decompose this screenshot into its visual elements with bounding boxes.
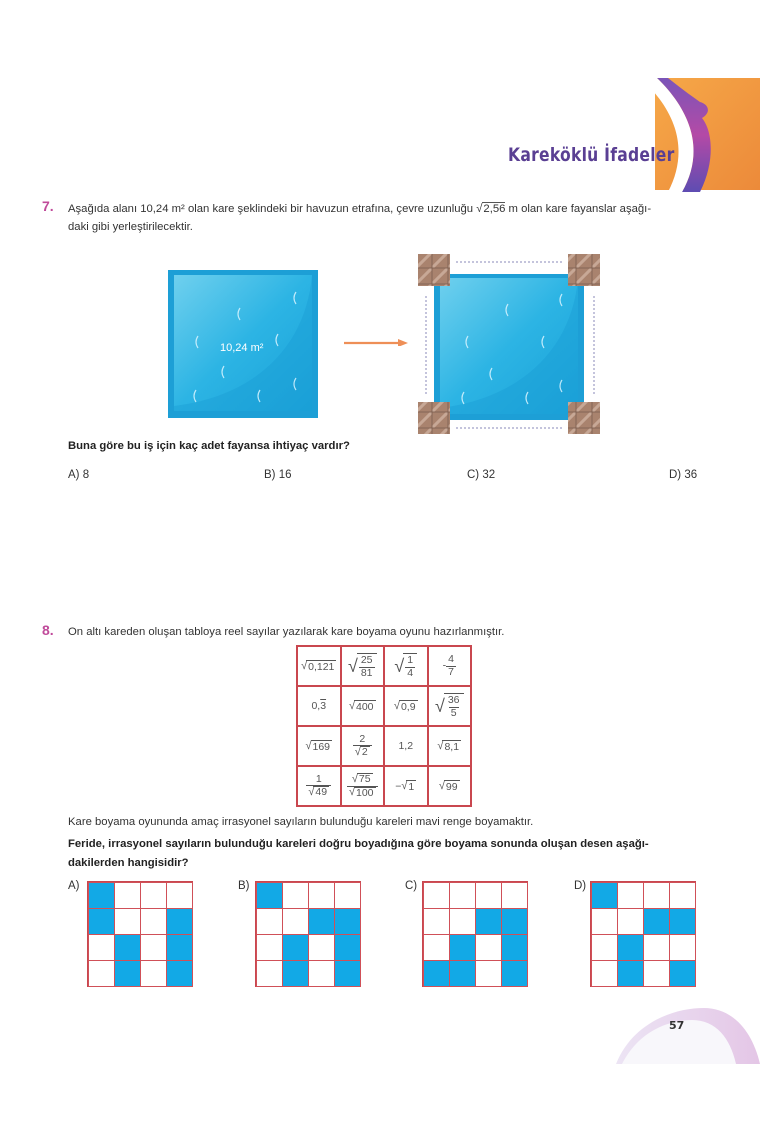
table-cell: √ $\frac{36}{5}$ xyxy=(428,686,472,726)
q8-option-label[interactable]: C) xyxy=(405,880,418,892)
number-table xyxy=(296,645,472,807)
grid-cell-filled xyxy=(334,934,361,961)
grid-cell-empty xyxy=(256,960,283,987)
q8-option-grid-d[interactable] xyxy=(590,881,696,987)
grid-cell-filled xyxy=(114,934,141,961)
grid-cell-empty xyxy=(617,908,644,935)
chapter-title: Kareköklü İfadeler xyxy=(508,144,675,166)
grid-cell-empty xyxy=(591,960,618,987)
question-7-text xyxy=(68,200,728,236)
table-cell: 1,2 xyxy=(384,726,428,766)
grid-cell-filled xyxy=(88,882,115,909)
table-cell: √ 75 √ 100 xyxy=(341,766,385,806)
q7-option-c[interactable]: C) 32 xyxy=(467,469,496,481)
grid-cell-empty xyxy=(591,934,618,961)
grid-cell-filled xyxy=(166,908,193,935)
right-arrow-icon xyxy=(344,338,408,346)
grid-cell-empty xyxy=(334,882,361,909)
grid-cell-filled xyxy=(501,934,528,961)
grid-cell-filled xyxy=(643,908,670,935)
grid-cell-empty xyxy=(423,882,450,909)
grid-cell-empty xyxy=(282,882,309,909)
grid-cell-empty xyxy=(669,882,696,909)
q8-option-label[interactable]: B) xyxy=(238,880,250,892)
grid-cell-filled xyxy=(282,934,309,961)
q7-option-a[interactable]: A) 8 xyxy=(68,469,90,481)
table-cell: − √ 1 xyxy=(384,766,428,806)
grid-cell-empty xyxy=(256,934,283,961)
grid-cell-empty xyxy=(423,934,450,961)
grid-cell-filled xyxy=(591,882,618,909)
grid-cell-empty xyxy=(140,882,167,909)
grid-cell-empty xyxy=(114,882,141,909)
pool-area-label: 10,24 m² xyxy=(220,342,264,354)
grid-cell-filled xyxy=(114,960,141,987)
table-cell: √ 0,121 xyxy=(297,646,341,686)
grid-cell-empty xyxy=(114,908,141,935)
grid-cell-filled xyxy=(617,934,644,961)
question-8-number: 8. xyxy=(42,622,54,638)
grid-cell-filled xyxy=(449,960,476,987)
grid-cell-filled xyxy=(334,960,361,987)
grid-cell-empty xyxy=(643,960,670,987)
table-cell: √ 99 xyxy=(428,766,472,806)
grid-cell-filled xyxy=(256,882,283,909)
grid-cell-empty xyxy=(308,882,335,909)
table-cell: 1 √ 49 xyxy=(297,766,341,806)
grid-cell-empty xyxy=(591,908,618,935)
q8-option-grid-c[interactable] xyxy=(422,881,528,987)
grid-cell-empty xyxy=(643,934,670,961)
grid-cell-filled xyxy=(475,908,502,935)
grid-cell-empty xyxy=(88,934,115,961)
table-cell: √ 400 xyxy=(341,686,385,726)
q8-option-grid-a[interactable] xyxy=(87,881,193,987)
grid-cell-empty xyxy=(449,882,476,909)
grid-cell-filled xyxy=(501,908,528,935)
chapter-header-graphic xyxy=(0,0,760,200)
q8-option-label[interactable]: A) xyxy=(68,880,80,892)
grid-cell-filled xyxy=(449,934,476,961)
grid-cell-empty xyxy=(282,908,309,935)
grid-cell-empty xyxy=(308,934,335,961)
grid-cell-empty xyxy=(449,908,476,935)
question-7-prompt: Buna göre bu iş için kaç adet fayansa ihtiyaç vardır? xyxy=(68,440,350,452)
q7-option-d[interactable]: D) 36 xyxy=(669,469,698,481)
grid-cell-empty xyxy=(256,908,283,935)
grid-cell-filled xyxy=(166,960,193,987)
grid-cell-empty xyxy=(140,934,167,961)
grid-cell-filled xyxy=(669,908,696,935)
grid-cell-empty xyxy=(166,882,193,909)
page-number: 57 xyxy=(669,1019,685,1032)
grid-cell-filled xyxy=(669,960,696,987)
grid-cell-empty xyxy=(669,934,696,961)
grid-cell-filled xyxy=(334,908,361,935)
grid-cell-filled xyxy=(423,960,450,987)
question-7-line-1: Aşağıda alanı 10,24 m² olan kare şeklindeki bir havuzun etrafına, çevre uzunluğu √2,56 m olan kare fayanslar aşağı- xyxy=(68,203,652,215)
grid-cell-empty xyxy=(423,908,450,935)
pool-with-tiles-illustration xyxy=(416,252,604,438)
grid-cell-filled xyxy=(501,960,528,987)
q8-option-label[interactable]: D) xyxy=(574,880,587,892)
table-row xyxy=(297,686,471,726)
grid-cell-filled xyxy=(166,934,193,961)
q8-option-grid-b[interactable] xyxy=(255,881,361,987)
grid-cell-filled xyxy=(282,960,309,987)
grid-cell-empty xyxy=(617,882,644,909)
grid-cell-empty xyxy=(643,882,670,909)
grid-cell-filled xyxy=(617,960,644,987)
grid-cell-empty xyxy=(501,882,528,909)
table-cell: √ 8,1 xyxy=(428,726,472,766)
table-cell: √ $\frac{1}{4}$ xyxy=(384,646,428,686)
question-8-intro: On altı kareden oluşan tabloya reel sayılar yazılarak kare boyama oyunu hazırlanmıştır. xyxy=(68,626,505,638)
grid-cell-empty xyxy=(140,960,167,987)
question-7-line-2: daki gibi yerleştirilecektir. xyxy=(68,221,193,233)
table-cell: √ $\frac{25}{81}$ xyxy=(341,646,385,686)
grid-cell-filled xyxy=(88,908,115,935)
grid-cell-empty xyxy=(140,908,167,935)
table-row xyxy=(297,646,471,686)
grid-cell-empty xyxy=(475,960,502,987)
table-cell: √ 169 xyxy=(297,726,341,766)
grid-cell-empty xyxy=(88,960,115,987)
table-cell: 2 √ 2 xyxy=(341,726,385,766)
pool-illustration xyxy=(166,266,322,422)
grid-cell-empty xyxy=(475,882,502,909)
table-row xyxy=(297,766,471,806)
q7-option-b[interactable]: B) 16 xyxy=(264,469,292,481)
page-number-decoration xyxy=(612,1004,760,1064)
question-8-statement: Kare boyama oyununda amaç irrasyonel sayıların bulunduğu kareleri mavi renge boyamaktır. xyxy=(68,816,534,828)
question-8-prompt: Feride, irrasyonel sayıların bulunduğu kareleri doğru boyadığına göre boyama sonunda oluşan desen aşağı- dakilerden hangisidir? xyxy=(68,838,649,869)
table-cell: √ 0,9 xyxy=(384,686,428,726)
question-7-number: 7. xyxy=(42,198,54,214)
table-row xyxy=(297,726,471,766)
grid-cell-empty xyxy=(308,960,335,987)
table-cell: 0,3 xyxy=(297,686,341,726)
grid-cell-empty xyxy=(475,934,502,961)
grid-cell-filled xyxy=(308,908,335,935)
table-cell: - $\frac{4}{7}$ xyxy=(428,646,472,686)
